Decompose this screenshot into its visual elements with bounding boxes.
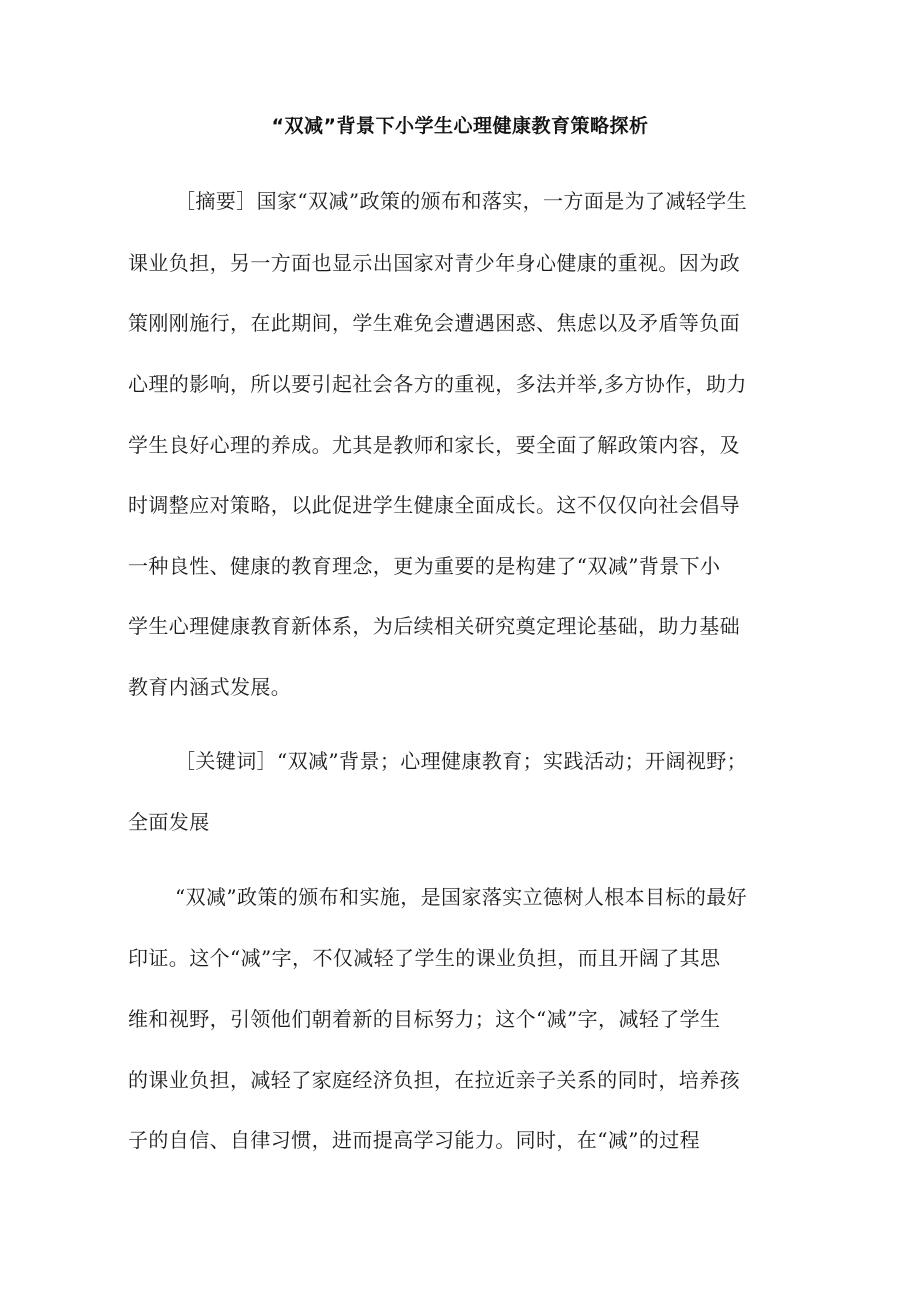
body-line: “双减”政策的颁布和实施，是国家落实立德树人根本目标的最好 — [175, 885, 748, 909]
keywords-line: ［关键词］“双减”背景；心理健康教育；实践活动；开阔视野； — [175, 749, 748, 773]
abstract-line: 一种良性、健康的教育理念，更为重要的是构建了“双减”背景下小 — [128, 554, 721, 578]
abstract-line: 策刚刚施行，在此期间，学生难免会遭遇困惑、焦虑以及矛盾等负面 — [128, 311, 740, 335]
abstract-line: 时调整应对策略，以此促进学生健康全面成长。这不仅仅向社会倡导 — [128, 493, 740, 517]
abstract-line: 教育内涵式发展。 — [128, 675, 292, 699]
abstract-line: 心理的影响，所以要引起社会各方的重视，多法并举,多方协作，助力 — [128, 372, 747, 396]
abstract-line: 学生良好心理的养成。尤其是教师和家长，要全面了解政策内容，及 — [128, 433, 740, 457]
body-line: 印证。这个“减”字，不仅减轻了学生的课业负担，而且开阔了其思 — [128, 946, 721, 970]
body-line: 子的自信、自律习惯，进而提高学习能力。同时，在“减”的过程 — [128, 1128, 701, 1152]
abstract-line: ［摘要］国家“双减”政策的颁布和落实，一方面是为了减轻学生 — [175, 189, 748, 213]
abstract-line: 学生心理健康教育新体系，为后续相关研究奠定理论基础，助力基础 — [128, 614, 740, 638]
abstract-line: 课业负担，另一方面也显示出国家对青少年身心健康的重视。因为政 — [128, 251, 740, 275]
body-line: 维和视野，引领他们朝着新的目标努力；这个“减”字，减轻了学生 — [128, 1007, 721, 1031]
body-line: 的课业负担，减轻了家庭经济负担，在拉近亲子关系的同时，培养孩 — [128, 1068, 740, 1092]
keywords-line: 全面发展 — [128, 810, 210, 834]
document-title: “双减”背景下小学生心理健康教育策略探析 — [271, 115, 649, 137]
